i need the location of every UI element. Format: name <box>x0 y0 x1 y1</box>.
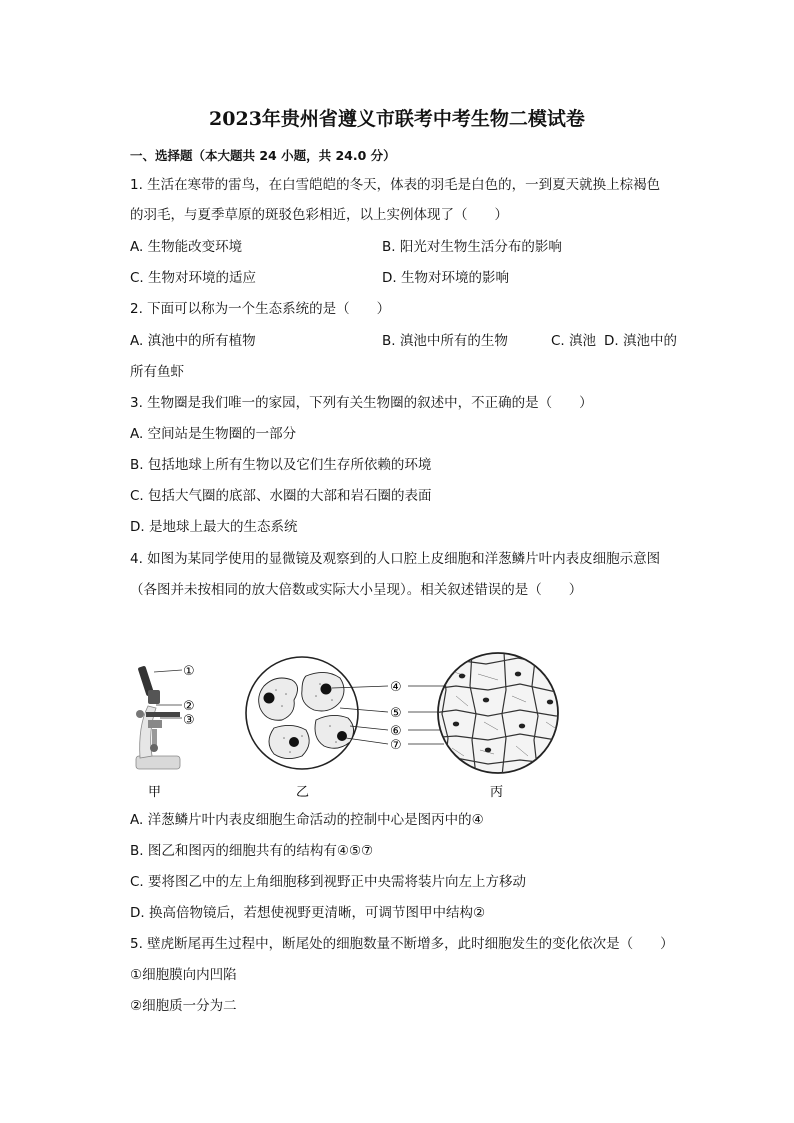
label-4: ④ <box>390 680 402 695</box>
q2-option-d-continued: 所有鱼虾 <box>130 364 184 380</box>
q5-option-1: ①细胞膜向内凹陷 <box>130 967 237 983</box>
q2-option-d: D. 滇池中的 <box>604 333 677 349</box>
q4-option-d: D. 换高倍物镜后，若想使视野更清晰，可调节图甲中结构② <box>130 905 486 921</box>
label-7: ⑦ <box>390 738 402 753</box>
q3-option-c: C. 包括大气圈的底部、水圈的大部和岩石圈的表面 <box>130 488 432 504</box>
q5-option-2: ②细胞质一分为二 <box>130 998 237 1014</box>
q1-option-c: C. 生物对环境的适应 <box>130 270 257 286</box>
label-jia: 甲 <box>148 785 162 800</box>
q4-figure <box>126 656 596 800</box>
label-1: ① <box>183 664 195 679</box>
label-5: ⑤ <box>390 706 402 721</box>
q4-option-b: B. 图乙和图丙的细胞共有的结构有④⑤⑦ <box>130 843 374 859</box>
cheek-cells-illustration <box>246 657 358 769</box>
q2-option-c: C. 滇池 <box>551 333 597 349</box>
microscope-illustration <box>136 665 182 769</box>
q2-stem: 2. 下面可以称为一个生态系统的是（ ） <box>130 301 391 317</box>
q2-option-b: B. 滇池中所有的生物 <box>382 333 508 349</box>
q3-stem: 3. 生物圈是我们唯一的家园，下列有关生物圈的叙述中，不正确的是（ ） <box>130 395 593 411</box>
q4-option-a: A. 洋葱鳞片叶内表皮细胞生命活动的控制中心是图丙中的④ <box>130 812 484 828</box>
onion-cells-illustration <box>426 652 576 776</box>
q3-option-b: B. 包括地球上所有生物以及它们生存所依赖的环境 <box>130 457 432 473</box>
q1-option-d: D. 生物对环境的影响 <box>382 270 509 286</box>
q1-option-a: A. 生物能改变环境 <box>130 239 243 255</box>
label-2: ② <box>183 699 195 714</box>
q4-option-c: C. 要将图乙中的左上角细胞移到视野正中央需将装片向左上方移动 <box>130 874 527 890</box>
label-3: ③ <box>183 713 195 728</box>
q4-stem-line1: 4. 如图为某同学使用的显微镜及观察到的人口腔上皮细胞和洋葱鳞片叶内表皮细胞示意图 <box>130 551 661 567</box>
q3-option-d: D. 是地球上最大的生态系统 <box>130 519 298 535</box>
label-yi: 乙 <box>296 785 310 800</box>
page-title: 2023年贵州省遵义市联考中考生物二模试卷 <box>209 108 585 130</box>
section-heading: 一、选择题（本大题共 24 小题，共 24.0 分） <box>130 148 396 163</box>
q5-stem: 5. 壁虎断尾再生过程中，断尾处的细胞数量不断增多，此时细胞发生的变化依次是（ ） <box>130 936 674 952</box>
q2-option-a: A. 滇池中的所有植物 <box>130 333 256 349</box>
label-6: ⑥ <box>390 724 402 739</box>
q4-stem-line2: （各图并未按相同的放大倍数或实际大小呈现）。相关叙述错误的是（ ） <box>130 582 583 598</box>
label-bing: 丙 <box>490 785 504 800</box>
q1-option-b: B. 阳光对生物生活分布的影响 <box>382 239 562 255</box>
q1-stem-line2: 的羽毛，与夏季草原的斑驳色彩相近，以上实例体现了（ ） <box>130 207 508 223</box>
q3-option-a: A. 空间站是生物圈的一部分 <box>130 426 297 442</box>
q1-stem-line1: 1. 生活在寒带的雷鸟，在白雪皑皑的冬天，体表的羽毛是白色的，一到夏天就换上棕褐色 <box>130 177 661 193</box>
